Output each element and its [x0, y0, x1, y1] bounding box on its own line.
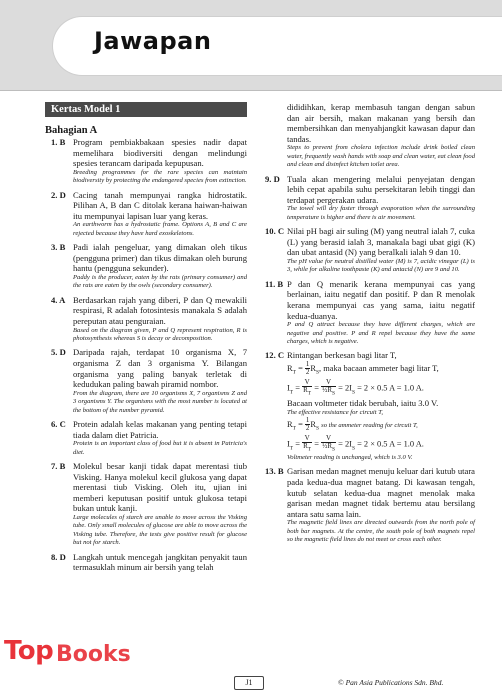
equation-current-en: $I_T$ = $\frac{V}{R_T}$ = $\frac{V}{\frac{1}{2}R_S}$ = $2I_S = 2 \times 0.5$ A = 1.0 A.	[287, 433, 424, 453]
answer-item	[45, 347, 247, 415]
answer-text: Berdasarkan rajah yang diberi, P dan Q mewakili respirasi, R adalah fotosintesis manakala S adalah pereputan atau penguraian.	[73, 294, 247, 326]
answer-item	[45, 419, 247, 457]
answer-text: Garisan medan magnet menuju keluar dari kutub utara pada kedua-dua magnet batang. Di kawasan tengah, kutub selatan kedua-dua magnet menolak maka garisan medan magnet tidak bertemu atau bersilang antara satu sama lain.	[287, 466, 475, 519]
equation-result: = 2 × 0.5 A = 1.0 A.	[357, 383, 424, 393]
answer-item	[45, 137, 247, 186]
answer-translation: An earthworm has a hydrostatic frame. Options A, B and C are rejected because they have hard exoskeletons.	[73, 221, 247, 237]
answer-item-12	[259, 350, 475, 462]
answer-text: Program pembiakbakaan spesies nadir dapat memelihara biodiversiti dengan melindungi spesies terancam daripada kepupusan.	[73, 137, 247, 169]
answer-translation: Paddy is the producer, eaten by the rats (primary consumer) and the rats are eaten by the owls (secondary consumer).	[73, 273, 247, 290]
answer-number: 13. B	[265, 466, 284, 477]
topbooks-watermark	[2, 632, 152, 682]
answer-number: 6. C	[51, 418, 66, 429]
equation-tail: , maka bacaan ammeter bagi litar T,	[319, 363, 439, 373]
page-number: J1	[234, 676, 264, 690]
answer-translation: The magnetic field lines are directed outwards from the north pole of both bar magnets. At the centre, the south pole of both magnets repel so the magnetic field lines do not meet or cross each other.	[287, 519, 475, 544]
answer-item	[45, 190, 247, 239]
page-title: Jawapan	[94, 27, 212, 55]
resistance-translation: The effective resistance for circuit T,	[287, 408, 384, 416]
header-divider	[0, 90, 502, 91]
answer-item	[259, 226, 475, 275]
answer-translation: P and Q attract because they have different charges, which are negative and positive. P and R repel because they have the same charges, which is negative.	[287, 321, 475, 345]
answer-text: Daripada rajah, terdapat 10 organisma X, 7 organisma Z dan 3 organisma Y. Bilangan organisma yang paling banyak terletak di kedudukan paling bawah piramid nombor.	[73, 347, 247, 390]
answer-translation: From the diagram, there are 10 organisms X, 7 organisms Z and 3 organisms Y. The organisms with the most number is located at the bottom of the number pyramid.	[73, 389, 247, 414]
answer-number: 10. C	[265, 226, 285, 237]
answer-item	[45, 552, 247, 573]
voltmeter-translation: Voltmeter reading is unchanged, which is 3.0 V.	[287, 453, 413, 461]
answer-text: Protein adalah kelas makanan yang penting tetapi tiada dalam diet Patricia.	[73, 418, 247, 440]
equation-current: $I_T$ = $\frac{V}{R_T}$ = $\frac{V}{\frac{1}{2}R_S}$ = $2I_S = 2 \times 0.5$ A = 1.0 A.	[287, 377, 424, 397]
answer-continuation: dididihkan, kerap membasuh tangan dengan sabun dan air bersih, makan makanan yang bersih dan membersihkan dan menyahjangkit kawasan dapur dan tandas.	[287, 102, 475, 144]
answer-translation: Breeding programmes for the rare species can maintain biodiversity by protecting the endangered species from extinction.	[73, 168, 247, 185]
left-column	[45, 102, 247, 577]
answer-translation: Protein is an important class of food but it is absent in Patricia's diet.	[73, 440, 247, 456]
equation-result-en: = 2 × 0.5 A = 1.0 A.	[357, 439, 424, 449]
answer-number: 11. B	[265, 278, 284, 289]
watermark-books-text: Books	[56, 642, 131, 667]
answer-text: Tuala akan mengering melalui penyejatan dengan lebih cepat apabila suhu persekitaran lebih tinggi dan terdapat pergerakan udara.	[287, 173, 475, 205]
equation-tail-en: so the ammeter reading for circuit T,	[321, 421, 418, 429]
equation-resistance-en: $R_T$ = $\frac{1}{2}$ $R_S$ so the ammeter reading for circuit T,	[287, 415, 418, 433]
answer-number: 5. D	[51, 347, 66, 358]
part-heading: Bahagian A	[45, 125, 98, 136]
answer-number: 3. B	[51, 242, 66, 253]
answer-translation: The towel will dry faster through evaporation when the surrounding temperature is higher and there is air movement.	[287, 205, 475, 221]
answer-continuation-translation: Steps to prevent from cholera infection include drink boiled clean water, frequently wash hands with soap and clean water, eat clean food and clean and disinfect kitchen toilet area.	[287, 144, 475, 169]
watermark-top-text: Top	[4, 636, 54, 666]
section-title: Kertas Model 1	[45, 102, 247, 117]
answer-text: Langkah untuk mencegah jangkitan penyakit taun termasuklah minum air bersih yang telah	[73, 551, 247, 573]
answer-number: 9. D	[265, 173, 280, 184]
answer-number: 1. B	[51, 137, 66, 147]
voltmeter-text: Bacaan voltmeter tidak berubah, iaitu 3.0 V.	[287, 397, 439, 408]
answer-item	[259, 279, 475, 347]
answer-number: 7. B	[51, 460, 66, 471]
answer-item	[259, 174, 475, 223]
answer-translation: Large molecules of starch are unable to move across the Visking tube. Only small molecules of glucose are able to move across the Visking tube. Therefore, the tests give positive result for glucose but not for starch.	[73, 513, 247, 547]
answer-item	[259, 466, 475, 544]
header-banner	[0, 0, 502, 90]
answer-text: Molekul besar kanji tidak dapat merentasi tiub Visking. Hanya molekul kecil glukosa yang dapat merentasi tiub Visking. Oleh itu, ujian ini memberi keputusan positif untuk glukosa tetapi bukan untuk kanji.	[73, 460, 247, 514]
answer-translation: The pH value for neutral distilled water (M) is 7, acidic vinegar (L) is 3, while for alkaline toothpaste (K) and antacid (N) are 9 and 10.	[287, 257, 475, 274]
copyright-notice: © Pan Asia Publications Sdn. Bhd.	[338, 678, 444, 687]
answer-item	[45, 295, 247, 344]
answer-number: 8. D	[51, 551, 66, 562]
right-column	[259, 102, 475, 549]
equation-resistance: $R_T$ = $\frac{1}{2}$ $R_S$, maka bacaan ammeter bagi litar T,	[287, 359, 439, 377]
answer-number: 2. D	[51, 189, 66, 200]
answer-number: 12. C	[265, 350, 285, 361]
answer-text: Padi ialah pengeluar, yang dimakan oleh tikus (pengguna primer) dan tikus dimakan oleh burung hantu (pengguna sekunder).	[73, 242, 247, 274]
answer-item	[45, 242, 247, 291]
answer-text: Nilai pH bagi air suling (M) yang neutral ialah 7, cuka (L) yang berasid ialah 3, manakala bagi ubat gigi (K) dan ubat antasid (N) yang beralkali ialah 9 dan 10.	[287, 226, 475, 258]
answer-translation: Based on the diagram given, P and Q represent respiration, R is photosynthesis whereas S is decay or decomposition.	[73, 326, 247, 342]
answer-text: Cacing tanah mempunyai rangka hidrostatik. Pilihan A, B dan C ditolak kerana haiwan-haiwan itu mempunyai lapisan luar yang keras.	[73, 189, 247, 221]
answer-item	[45, 461, 247, 548]
answer-text: P dan Q menarik kerana mempunyai cas yang berlainan, iaitu negatif dan positif. P dan R menolak kerana mempunyai cas yang sama, iaitu negatif kedua-duanya.	[287, 278, 475, 321]
answer-number: 4. A	[51, 294, 66, 305]
equation-tail: = 2I	[338, 383, 352, 393]
answer-text: Rintangan berkesan bagi litar T,	[287, 350, 397, 361]
